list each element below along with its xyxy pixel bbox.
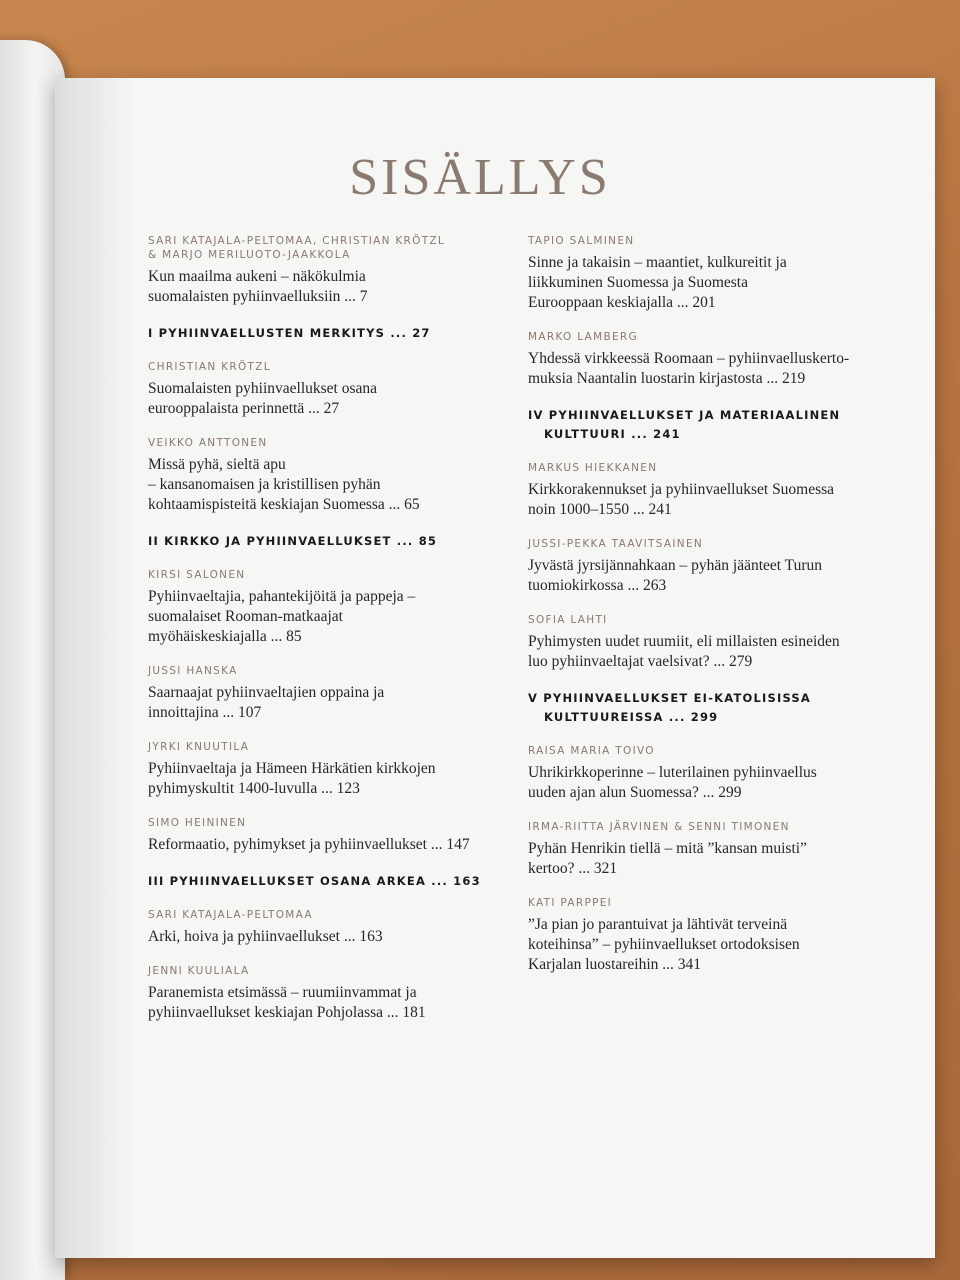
title-line: tuomiokirkossa ... 263: [528, 577, 667, 594]
author-line: JUSSI-PEKKA TAAVITSAINEN: [528, 538, 704, 550]
section-heading-line: IV PYHIINVAELLUKSET JA MATERIAALINEN: [528, 408, 841, 422]
title-line: Pyhimysten uudet ruumiit, eli millaisten esineiden: [528, 633, 840, 650]
entry-author: [528, 744, 878, 758]
title-line: Missä pyhä, sieltä apu: [148, 456, 286, 473]
title-line: Pyhiinvaeltajia, pahantekijöitä ja pappeja –: [148, 588, 416, 605]
title-line: suomalaiset Rooman-matkaajat: [148, 608, 343, 625]
entry-title: [148, 683, 498, 723]
entry-author: [528, 330, 878, 344]
entry-author: [148, 664, 498, 678]
title-line: eurooppalaista perinnettä ... 27: [148, 400, 340, 417]
title-line: liikkuminen Suomessa ja Suomesta: [528, 274, 748, 291]
title-line: noin 1000–1550 ... 241: [528, 501, 672, 518]
title-line: Karjalan luostareihin ... 341: [528, 956, 702, 973]
entry-title: [528, 556, 878, 596]
entry-title: [528, 915, 878, 975]
title-line: myöhäiskeskiajalla ... 85: [148, 628, 302, 645]
entry-author: [148, 360, 498, 374]
author-line: SOFIA LAHTI: [528, 614, 608, 626]
entry-author: [148, 234, 498, 262]
entry-title: [148, 759, 498, 799]
entry-author: [528, 234, 878, 248]
title-line: luo pyhiinvaeltajat vaelsivat? ... 279: [528, 653, 753, 670]
author-line: CHRISTIAN KRÖTZL: [148, 361, 271, 373]
title-line: Yhdessä virkkeessä Roomaan – pyhiinvaelluskerto-: [528, 350, 850, 367]
title-line: kohtaamispisteitä keskiajan Suomessa ... 65: [148, 496, 420, 513]
title-line: Kun maailma aukeni – näkökulmia: [148, 268, 366, 285]
author-line: VEIKKO ANTTONEN: [148, 437, 268, 449]
author-line: & MARJO MERILUOTO-JAAKKOLA: [148, 249, 351, 261]
entry-title: [528, 349, 878, 389]
author-line: JYRKI KNUUTILA: [148, 741, 250, 753]
entry-author: [148, 568, 498, 582]
title-line: Suomalaisten pyhiinvaellukset osana: [148, 380, 378, 397]
entry-title: [528, 632, 878, 672]
toc-entry: [528, 896, 878, 975]
title-line: – kansanomaisen ja kristillisen pyhän: [148, 476, 381, 493]
toc-entry: [148, 436, 498, 515]
entry-author: [148, 436, 498, 450]
toc-entry: [148, 360, 498, 419]
title-line: kertoo? ... 321: [528, 860, 618, 877]
author-line: IRMA-RIITTA JÄRVINEN & SENNI TIMONEN: [528, 821, 790, 833]
entry-author: [528, 613, 878, 627]
entry-title: [148, 587, 498, 647]
entry-title: [148, 267, 498, 307]
toc-entry: [528, 537, 878, 596]
entry-title: [528, 253, 878, 313]
toc-entry: [528, 820, 878, 879]
title-line: Paranemista etsimässä – ruumiinvammat ja: [148, 984, 417, 1001]
title-line: Pyhän Henrikin tiellä – mitä ”kansan muisti”: [528, 840, 807, 857]
page-title: SISÄLLYS: [349, 149, 611, 206]
section-heading: [148, 532, 498, 551]
entry-title: [148, 835, 498, 855]
author-line: MARKO LAMBERG: [528, 331, 638, 343]
section-heading: [148, 324, 498, 343]
section-heading-line: V PYHIINVAELLUKSET EI-KATOLISISSA: [528, 691, 811, 705]
entry-title: [148, 983, 498, 1023]
title-line: Kirkkorakennukset ja pyhiinvaellukset Suomessa: [528, 481, 835, 498]
entry-author: [528, 820, 878, 834]
toc-entry: [148, 664, 498, 723]
toc-left-column: [148, 234, 498, 1040]
section-heading: [148, 872, 498, 891]
toc-entry: [528, 330, 878, 389]
entry-author: [528, 461, 878, 475]
entry-author: [148, 964, 498, 978]
toc-right-column: [528, 234, 878, 992]
entry-author: [528, 896, 878, 910]
author-line: KATI PARPPEI: [528, 897, 613, 909]
title-line: Pyhiinvaeltaja ja Hämeen Härkätien kirkkojen: [148, 760, 436, 777]
section-heading: [528, 406, 878, 444]
author-line: SARI KATAJALA-PELTOMAA, CHRISTIAN KRÖTZL: [148, 235, 446, 247]
toc-entry: [148, 908, 498, 947]
toc-entry: [148, 568, 498, 647]
author-line: MARKUS HIEKKANEN: [528, 462, 658, 474]
toc-entry: [528, 234, 878, 313]
entry-author: [148, 908, 498, 922]
entry-author: [528, 537, 878, 551]
toc-entry: [148, 740, 498, 799]
toc-entry: [528, 744, 878, 803]
section-heading-line: KULTTUURI ... 241: [544, 427, 681, 441]
title-line: Eurooppaan keskiajalla ... 201: [528, 294, 716, 311]
author-line: JUSSI HANSKA: [148, 665, 238, 677]
section-heading-line: II KIRKKO JA PYHIINVAELLUKSET ... 85: [148, 534, 438, 548]
author-line: SIMO HEININEN: [148, 817, 247, 829]
toc-entry: [148, 234, 498, 307]
title-line: koteihinsa” – pyhiinvaellukset ortodoksisen: [528, 936, 800, 953]
title-line: pyhiinvaellukset keskiajan Pohjolassa ... 181: [148, 1004, 426, 1021]
entry-title: [148, 927, 498, 947]
title-line: Jyvästä jyrsijännahkaan – pyhän jäänteet Turun: [528, 557, 823, 574]
section-heading-line: KULTTUUREISSA ... 299: [544, 710, 719, 724]
section-heading: [528, 689, 878, 727]
toc-entry: [528, 613, 878, 672]
toc-entry: [148, 816, 498, 855]
title-line: Sinne ja takaisin – maantiet, kulkureitit ja: [528, 254, 787, 271]
entry-title: [148, 379, 498, 419]
title-line: muksia Naantalin luostarin kirjastosta ... 219: [528, 370, 806, 387]
title-line: Arki, hoiva ja pyhiinvaellukset ... 163: [148, 928, 383, 945]
author-line: SARI KATAJALA-PELTOMAA: [148, 909, 313, 921]
toc-entry: [148, 964, 498, 1023]
title-line: ”Ja pian jo parantuivat ja lähtivät terveinä: [528, 916, 788, 933]
entry-title: [528, 763, 878, 803]
section-heading-line: I PYHIINVAELLUSTEN MERKITYS ... 27: [148, 326, 431, 340]
entry-author: [148, 816, 498, 830]
entry-title: [528, 839, 878, 879]
title-line: Uhrikirkkoperinne – luterilainen pyhiinvaellus: [528, 764, 817, 781]
author-line: JENNI KUULIALA: [148, 965, 250, 977]
title-line: pyhimyskultit 1400-luvulla ... 123: [148, 780, 360, 797]
author-line: KIRSI SALONEN: [148, 569, 246, 581]
author-line: RAISA MARIA TOIVO: [528, 745, 655, 757]
title-line: suomalaisten pyhiinvaelluksiin ... 7: [148, 288, 368, 305]
entry-title: [148, 455, 498, 515]
section-heading-line: III PYHIINVAELLUKSET OSANA ARKEA ... 163: [148, 874, 481, 888]
page-gutter-shadow: [55, 78, 135, 1258]
title-line: innoittajina ... 107: [148, 704, 262, 721]
title-line: uuden ajan alun Suomessa? ... 299: [528, 784, 742, 801]
entry-title: [528, 480, 878, 520]
author-line: TAPIO SALMINEN: [528, 235, 635, 247]
title-line: Reformaatio, pyhimykset ja pyhiinvaellukset ... 147: [148, 836, 470, 853]
title-line: Saarnaajat pyhiinvaeltajien oppaina ja: [148, 684, 385, 701]
toc-entry: [528, 461, 878, 520]
entry-author: [148, 740, 498, 754]
